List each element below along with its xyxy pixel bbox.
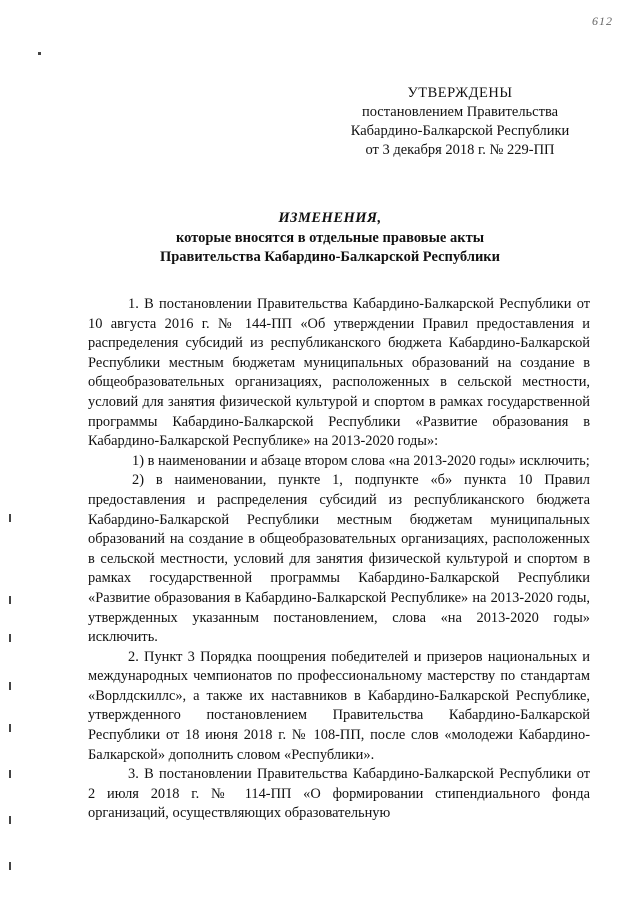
scan-mark bbox=[38, 52, 41, 55]
title-main: ИЗМЕНЕНИЯ, bbox=[278, 210, 382, 226]
document-body bbox=[88, 295, 590, 824]
paragraph-1-item-1: 1) в наименовании и абзаце втором слова «на 2013-2020 годы» исключить; bbox=[132, 452, 590, 469]
scan-mark bbox=[9, 596, 11, 604]
title-line-2: которые вносятся в отдельные правовые акты bbox=[175, 229, 485, 246]
paragraph-1-item-2: 2) в наименовании, пункте 1, подпункте «б» пункта 10 Правил предоставления и распределения субсидий из республиканского бюджета Кабардино-Балкарской Республики местным бюджетам муниципальных образований на создание в общеобразовательных организациях, расположенных в сельской местности, условий для занятия физической культурой и спортом в рамках государственной программы Кабардино-Балкарской Республики «Развитие образования в Кабардино-Балкарской Республике» на 2013-2020 годы, утвержденных указанным постановлением, слова «на 2013-2020 годы» исключить. bbox=[88, 472, 590, 646]
scan-mark bbox=[9, 514, 11, 522]
paragraph-1: 1. В постановлении Правительства Кабардино-Балкарской Республики от 10 августа 2016 г. № 144-ПП «Об утверждении Правил предоставления и распределения субсидий из республиканского бюджета Кабардино-Балкарской Республики местным бюджетам муниципальных образований на создание в общеобразовательных организациях, расположенных в сельской местности, условий для занятия физической культурой и спортом в рамках государственной программы Кабардино-Балкарской Республики «Развитие образования в Кабардино-Балкарской Республике» на 2013-2020 годы»: bbox=[88, 296, 590, 450]
paragraph-3: 3. В постановлении Правительства Кабардино-Балкарской Республики от 2 июля 2018 г. № 114-ПП «О формировании стипендиального фонда организаций, осуществляющих образовательную bbox=[88, 766, 590, 822]
handwritten-page-number: 612 bbox=[592, 14, 613, 28]
scan-mark bbox=[9, 770, 11, 778]
scan-mark bbox=[9, 724, 11, 732]
title-line-3: Правительства Кабардино-Балкарской Республики bbox=[159, 249, 501, 265]
approval-heading: УТВЕРЖДЕНЫ bbox=[407, 85, 513, 101]
scan-mark bbox=[9, 634, 11, 642]
scan-mark bbox=[9, 682, 11, 690]
paragraph-2: 2. Пункт 3 Порядка поощрения победителей и призеров национальных и международных чемпионатов по профессиональному мастерству по стандартам «Ворлдскиллс», а также их наставников в Кабардино-Балкарской Республике, утвержденного постановлением Правительства Кабардино-Балкарской Республики от 18 июня 2018 г. № 108-ПП, после слов «молодежи Кабардино-Балкарской» дополнить словом «Республики». bbox=[88, 648, 590, 763]
approval-stamp bbox=[330, 84, 590, 160]
approval-line-3: от 3 декабря 2018 г. № 229-ПП bbox=[365, 142, 555, 158]
approval-line-2: Кабардино-Балкарской Республики bbox=[350, 123, 570, 139]
document-title bbox=[70, 209, 590, 268]
scan-mark bbox=[9, 816, 11, 824]
scan-mark bbox=[9, 862, 11, 870]
approval-line-1: постановлением Правительства bbox=[361, 104, 559, 120]
